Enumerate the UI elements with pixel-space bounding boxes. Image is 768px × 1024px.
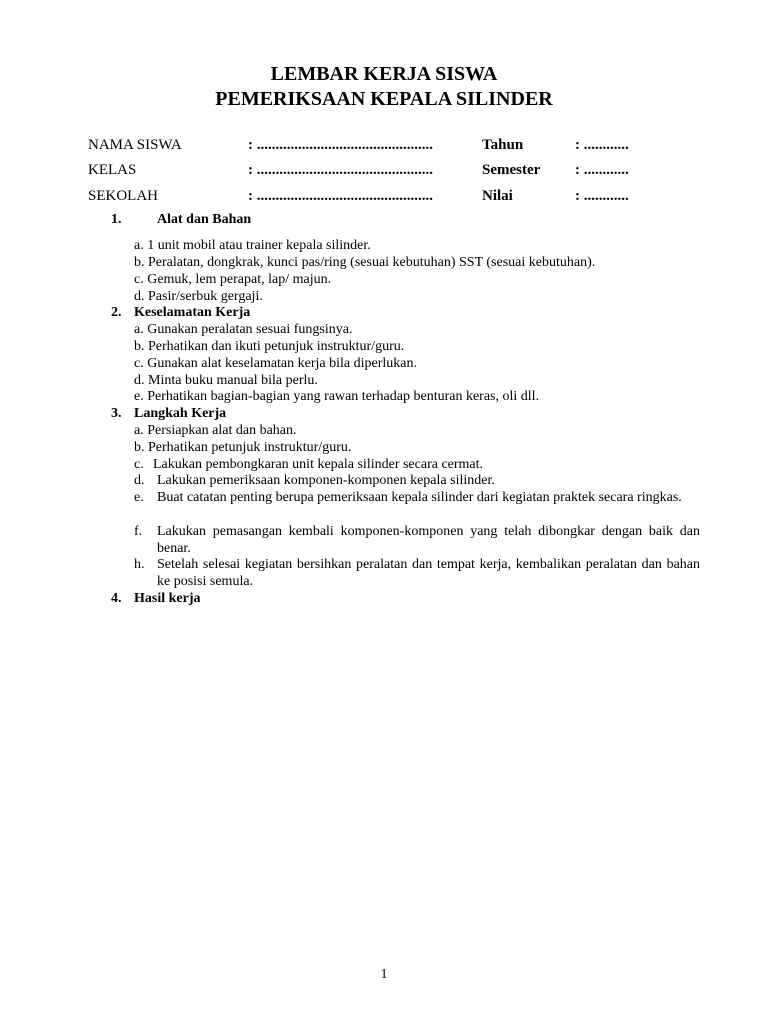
list-item: e. Buat catatan penting berupa pemeriksaan kepala silinder dari kegiatan praktek secara ringkas. <box>134 490 682 505</box>
info-label: SEKOLAH <box>88 188 158 204</box>
info-label: KELAS <box>88 162 137 178</box>
list-item: d. Minta buku manual bila perlu. <box>134 373 318 388</box>
list-item: d. Pasir/serbuk gergaji. <box>134 289 263 304</box>
info-value-field: : ............................................... <box>248 137 433 153</box>
list-item: b. Perhatikan petunjuk instruktur/guru. <box>134 440 352 455</box>
section-heading: Langkah Kerja <box>134 406 227 421</box>
info-value-field: : ............ <box>575 137 629 153</box>
list-item: c. Gunakan alat keselamatan kerja bila diperlukan. <box>134 356 417 371</box>
info-row-nama <box>0 135 768 155</box>
section-number: 3. <box>111 406 122 421</box>
info-value-field: : ............................................... <box>248 162 433 178</box>
list-item: a. Gunakan peralatan sesuai fungsinya. <box>134 322 353 337</box>
section-heading: Alat dan Bahan <box>157 212 252 227</box>
info-row-kelas <box>0 160 768 180</box>
section-heading: Hasil kerja <box>134 591 201 606</box>
list-item: a. Persiapkan alat dan bahan. <box>134 423 297 438</box>
info-value-field: : ............ <box>575 162 629 178</box>
section-number: 1. <box>111 212 122 227</box>
info-label: Nilai <box>482 188 513 204</box>
document-title: LEMBAR KERJA SISWA <box>270 63 498 85</box>
info-value-field: : ............................................... <box>248 188 433 204</box>
section-number: 4. <box>111 591 122 606</box>
list-item: f. Lakukan pemasangan kembali komponen-komponen yang telah dibongkar dengan baik dan benar. <box>134 524 700 556</box>
list-item: b. Perhatikan dan ikuti petunjuk instruktur/guru. <box>134 339 405 354</box>
document-subtitle: PEMERIKSAAN KEPALA SILINDER <box>215 88 553 110</box>
info-label: Semester <box>482 162 541 178</box>
list-item: b. Peralatan, dongkrak, kunci pas/ring (sesuai kebutuhan) SST (sesuai kebutuhan). <box>134 255 596 270</box>
section-number: 2. <box>111 305 122 320</box>
list-item: d. Lakukan pemeriksaan komponen-komponen kepala silinder. <box>134 473 495 488</box>
section-heading: Keselamatan Kerja <box>134 305 251 320</box>
info-value-field: : ............ <box>575 188 629 204</box>
info-label: NAMA SISWA <box>88 137 182 153</box>
list-item: c. Lakukan pembongkaran unit kepala silinder secara cermat. <box>134 457 484 472</box>
list-item: c. Gemuk, lem perapat, lap/ majun. <box>134 272 332 287</box>
list-item: a. 1 unit mobil atau trainer kepala silinder. <box>134 238 371 253</box>
info-label: Tahun <box>482 137 524 153</box>
info-row-sekolah <box>0 186 768 206</box>
page-number: 1 <box>380 967 388 982</box>
list-item: h. Setelah selesai kegiatan bersihkan peralatan dan tempat kerja, kembalikan peralatan dan bahan ke posisi semula. <box>134 557 700 589</box>
list-item: e. Perhatikan bagian-bagian yang rawan terhadap benturan keras, oli dll. <box>134 389 540 404</box>
